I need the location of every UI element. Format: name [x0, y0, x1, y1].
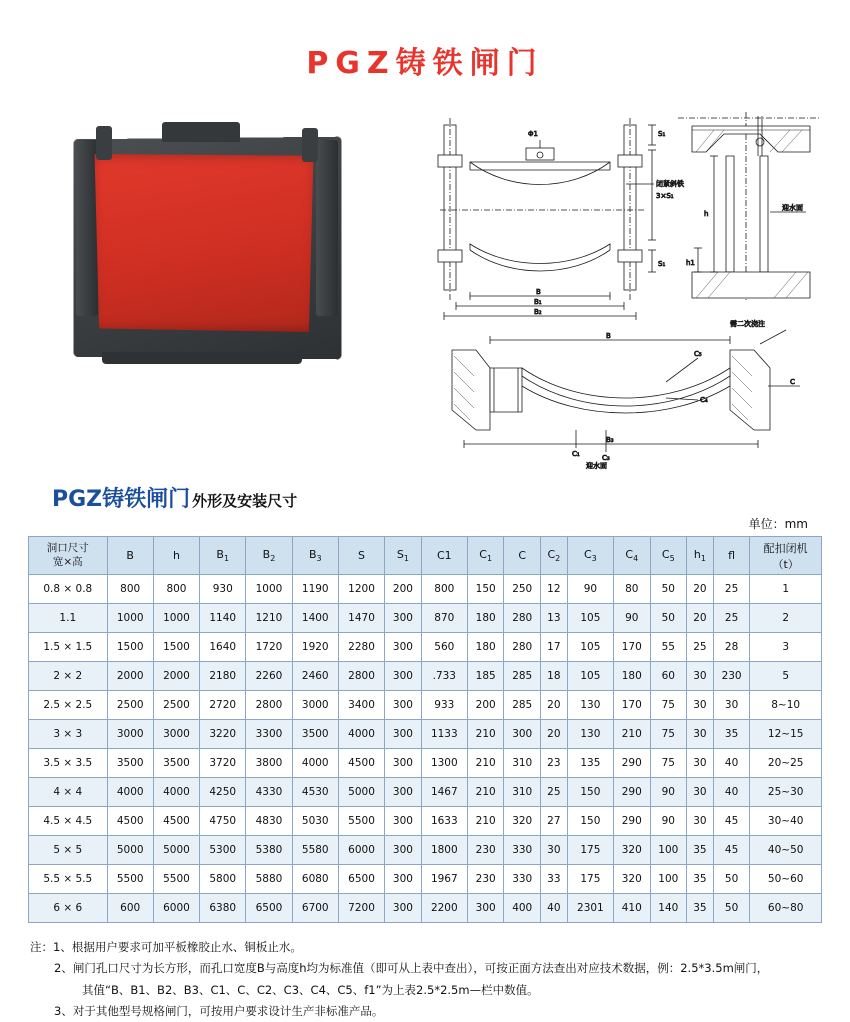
table-cell: 4250	[200, 778, 246, 807]
table-cell: 300	[385, 778, 422, 807]
gate-lug-right	[302, 128, 318, 162]
table-cell: 6000	[153, 894, 199, 923]
table-cell: 30	[713, 691, 750, 720]
col-header-opening-size: 洞口尺寸 宽×高	[29, 537, 108, 575]
table-cell: 400	[504, 894, 541, 923]
table-row	[29, 604, 822, 633]
table-cell: 285	[504, 662, 541, 691]
table-cell: 28	[713, 633, 750, 662]
table-cell: 200	[385, 575, 422, 604]
table-cell: 40~50	[750, 836, 822, 865]
label-c3-plan: C₃	[602, 454, 610, 462]
table-cell: 4530	[292, 778, 338, 807]
col-header-C: C	[504, 537, 541, 575]
engineering-drawings	[430, 100, 830, 470]
table-cell: 5500	[153, 865, 199, 894]
table-cell: 1633	[421, 807, 467, 836]
cell-opening-size: 4 × 4	[29, 778, 108, 807]
table-cell: 2500	[107, 691, 153, 720]
col-header-B1: $B_1$	[200, 537, 246, 575]
table-cell: 170	[614, 633, 651, 662]
col-header-C4: $C_4$	[614, 537, 651, 575]
table-cell: 100	[650, 865, 687, 894]
label-s1-top: S₁	[658, 130, 666, 138]
note-line-1: 注：1、根据用户要求可加平板橡胶止水、铜板止水。	[30, 940, 302, 954]
table-cell: 60~80	[750, 894, 822, 923]
table-row	[29, 691, 822, 720]
table-cell: 1470	[338, 604, 384, 633]
unit-label: 单位：mm	[748, 517, 808, 531]
illustration-area	[0, 88, 850, 478]
table-cell: 20	[687, 604, 714, 633]
table-cell: 300	[385, 662, 422, 691]
table-cell: 300	[504, 720, 541, 749]
label-c1-plan: C₁	[572, 450, 580, 458]
table-cell: 6500	[338, 865, 384, 894]
table-cell: 33	[540, 865, 567, 894]
table-cell: 50	[650, 575, 687, 604]
table-cell: 300	[385, 720, 422, 749]
table-cell: 4330	[246, 778, 292, 807]
table-cell: 30	[687, 807, 714, 836]
label-h1: h1	[686, 259, 695, 267]
spec-table-body	[29, 575, 822, 923]
table-cell: 1000	[107, 604, 153, 633]
table-cell: 75	[650, 691, 687, 720]
table-cell: 300	[385, 749, 422, 778]
label-b1: B₁	[534, 298, 542, 306]
col-header-h: h	[153, 537, 199, 575]
table-cell: 13	[540, 604, 567, 633]
table-cell: 4830	[246, 807, 292, 836]
table-cell: 30	[687, 778, 714, 807]
table-row	[29, 865, 822, 894]
table-cell: 3800	[246, 749, 292, 778]
table-cell: 800	[153, 575, 199, 604]
label-3s1: 3×S₁	[656, 192, 674, 200]
table-cell: 3500	[107, 749, 153, 778]
table-cell: 3000	[107, 720, 153, 749]
label-c4-plan: C₄	[700, 396, 708, 404]
table-cell: 180	[467, 633, 504, 662]
col-header-B3: $B_3$	[292, 537, 338, 575]
table-cell: 105	[567, 604, 613, 633]
table-cell: 285	[504, 691, 541, 720]
table-cell: 2280	[338, 633, 384, 662]
table-cell: 23	[540, 749, 567, 778]
table-cell: 150	[567, 778, 613, 807]
table-cell: 210	[467, 720, 504, 749]
table-cell: 40	[713, 778, 750, 807]
table-cell: 4000	[107, 778, 153, 807]
col-header-C2: $C_2$	[540, 537, 567, 575]
table-cell: 870	[421, 604, 467, 633]
table-cell: 150	[467, 575, 504, 604]
table-cell: 2260	[246, 662, 292, 691]
table-cell: 1800	[421, 836, 467, 865]
spec-table	[28, 536, 822, 923]
table-cell: 300	[467, 894, 504, 923]
table-cell: 5000	[107, 836, 153, 865]
cell-opening-size: 0.8 × 0.8	[29, 575, 108, 604]
table-cell: 50~60	[750, 865, 822, 894]
col-header-fl: fl	[713, 537, 750, 575]
table-row	[29, 662, 822, 691]
col-header-S: S	[338, 537, 384, 575]
table-cell: 3720	[200, 749, 246, 778]
table-cell: 90	[650, 778, 687, 807]
table-cell: 210	[467, 749, 504, 778]
table-cell: 50	[713, 865, 750, 894]
table-cell: 2460	[292, 662, 338, 691]
gate-plate	[90, 154, 318, 332]
label-c2-plan: C	[790, 378, 795, 386]
table-cell: 3	[750, 633, 822, 662]
product-photo	[62, 118, 352, 378]
table-cell: 5000	[338, 778, 384, 807]
table-cell: 290	[614, 807, 651, 836]
table-row	[29, 778, 822, 807]
table-cell: 2	[750, 604, 822, 633]
table-cell: 1720	[246, 633, 292, 662]
table-cell: 90	[567, 575, 613, 604]
table-cell: 130	[567, 691, 613, 720]
table-cell: 1640	[200, 633, 246, 662]
table-cell: 1190	[292, 575, 338, 604]
table-cell: 6080	[292, 865, 338, 894]
table-cell: 300	[385, 633, 422, 662]
table-cell: 80	[614, 575, 651, 604]
table-cell: 210	[467, 807, 504, 836]
table-cell: 6380	[200, 894, 246, 923]
table-header-row	[29, 537, 822, 575]
table-cell: 170	[614, 691, 651, 720]
table-cell: 50	[713, 894, 750, 923]
section-heading-main: PGZ铸铁闸门	[52, 487, 191, 512]
table-cell: 6000	[338, 836, 384, 865]
table-cell: 933	[421, 691, 467, 720]
table-cell: 1967	[421, 865, 467, 894]
gate-hinge-right	[316, 140, 338, 316]
table-cell: 25~30	[750, 778, 822, 807]
table-cell: 210	[614, 720, 651, 749]
table-cell: 1200	[338, 575, 384, 604]
label-s1-bottom: S₁	[658, 260, 666, 268]
table-cell: 100	[650, 836, 687, 865]
table-cell: 3000	[292, 691, 338, 720]
table-cell: 1	[750, 575, 822, 604]
table-cell: 5800	[200, 865, 246, 894]
label-second-pour: 需二次浇注	[730, 320, 765, 328]
table-cell: 2720	[200, 691, 246, 720]
label-b-plan: B	[606, 332, 611, 340]
col-header-S1: $S_1$	[385, 537, 422, 575]
table-cell: 2800	[338, 662, 384, 691]
table-cell: 3500	[153, 749, 199, 778]
table-cell: 6500	[246, 894, 292, 923]
table-cell: 140	[650, 894, 687, 923]
table-cell: 4750	[200, 807, 246, 836]
table-cell: 7200	[338, 894, 384, 923]
table-cell: 180	[614, 662, 651, 691]
section-heading	[0, 478, 850, 513]
table-cell: 40	[540, 894, 567, 923]
cell-opening-size: 5.5 × 5.5	[29, 865, 108, 894]
col-header-C5: $C_5$	[650, 537, 687, 575]
cell-opening-size: 3 × 3	[29, 720, 108, 749]
table-cell: 150	[567, 807, 613, 836]
table-cell: 30	[687, 691, 714, 720]
table-cell: 5000	[153, 836, 199, 865]
table-cell: 1920	[292, 633, 338, 662]
table-cell: 320	[504, 807, 541, 836]
table-cell: 25	[713, 575, 750, 604]
table-cell: 45	[713, 836, 750, 865]
table-cell: 45	[713, 807, 750, 836]
table-cell: 25	[687, 633, 714, 662]
table-cell: 800	[107, 575, 153, 604]
table-cell: 5380	[246, 836, 292, 865]
table-cell: 280	[504, 633, 541, 662]
table-cell: 250	[504, 575, 541, 604]
table-cell: 6700	[292, 894, 338, 923]
table-cell: 3220	[200, 720, 246, 749]
col-header-B2: $B_2$	[246, 537, 292, 575]
table-cell: 410	[614, 894, 651, 923]
table-cell: 1133	[421, 720, 467, 749]
table-cell: 1400	[292, 604, 338, 633]
col-header-C3: $C_3$	[567, 537, 613, 575]
table-cell: 1000	[246, 575, 292, 604]
table-cell: 5580	[292, 836, 338, 865]
table-cell: 1500	[153, 633, 199, 662]
table-cell: 135	[567, 749, 613, 778]
gate-bottom-bar	[102, 352, 302, 364]
table-cell: 25	[540, 778, 567, 807]
table-cell: 200	[467, 691, 504, 720]
table-cell: 600	[107, 894, 153, 923]
table-cell: 12~15	[750, 720, 822, 749]
table-cell: 300	[385, 836, 422, 865]
col-header-hoist: 配扣闭机 （t）	[750, 537, 822, 575]
table-cell: 55	[650, 633, 687, 662]
label-h: h	[704, 210, 709, 218]
table-cell: 2500	[153, 691, 199, 720]
table-cell: 12	[540, 575, 567, 604]
table-cell: 290	[614, 749, 651, 778]
table-cell: 4500	[153, 807, 199, 836]
label-b: B	[536, 288, 541, 296]
label-water-face-bottom: 迎水面	[586, 462, 607, 470]
table-cell: 50	[650, 604, 687, 633]
table-cell: 5030	[292, 807, 338, 836]
label-water-face-right: 迎水面	[782, 204, 803, 212]
cell-opening-size: 2.5 × 2.5	[29, 691, 108, 720]
table-cell: 75	[650, 749, 687, 778]
table-row	[29, 749, 822, 778]
table-cell: 30	[687, 749, 714, 778]
table-cell: 2200	[421, 894, 467, 923]
table-cell: 35	[713, 720, 750, 749]
table-cell: 90	[614, 604, 651, 633]
table-cell: 35	[687, 894, 714, 923]
table-cell: 330	[504, 865, 541, 894]
table-cell: 20	[540, 720, 567, 749]
table-cell: 2301	[567, 894, 613, 923]
table-cell: 5880	[246, 865, 292, 894]
table-cell: 105	[567, 633, 613, 662]
table-cell: .733	[421, 662, 467, 691]
table-cell: 230	[467, 865, 504, 894]
label-c5-plan: C₅	[694, 350, 702, 358]
table-cell: 1140	[200, 604, 246, 633]
drawing-svg	[430, 100, 830, 470]
table-cell: 1210	[246, 604, 292, 633]
table-cell: 90	[650, 807, 687, 836]
table-cell: 30	[540, 836, 567, 865]
table-cell: 35	[687, 836, 714, 865]
table-cell: 210	[467, 778, 504, 807]
table-row	[29, 633, 822, 662]
table-cell: 175	[567, 865, 613, 894]
gate-lug-left	[96, 126, 112, 160]
spec-table-head	[29, 537, 822, 575]
table-cell: 300	[385, 865, 422, 894]
table-cell: 4500	[338, 749, 384, 778]
table-cell: 18	[540, 662, 567, 691]
table-cell: 180	[467, 604, 504, 633]
col-header-C1a: C1	[421, 537, 467, 575]
table-cell: 30~40	[750, 807, 822, 836]
table-row	[29, 836, 822, 865]
note-line-3: 其值“B、B1、B2、B3、C1、C、C2、C3、C4、C5、f1”为上表2.5*2.5m—栏中数值。	[82, 982, 539, 997]
table-cell: 3000	[153, 720, 199, 749]
table-cell: 20	[540, 691, 567, 720]
table-cell: 230	[467, 836, 504, 865]
table-cell: 30	[687, 662, 714, 691]
table-cell: 185	[467, 662, 504, 691]
table-row	[29, 720, 822, 749]
table-cell: 35	[687, 865, 714, 894]
table-cell: 2180	[200, 662, 246, 691]
table-cell: 280	[504, 604, 541, 633]
table-cell: 2000	[153, 662, 199, 691]
table-cell: 310	[504, 778, 541, 807]
col-header-B: B	[107, 537, 153, 575]
table-cell: 2800	[246, 691, 292, 720]
table-cell: 320	[614, 836, 651, 865]
table-cell: 3400	[338, 691, 384, 720]
table-cell: 4000	[153, 778, 199, 807]
label-wedge: 闭紧斜铁	[656, 180, 684, 188]
table-cell: 60	[650, 662, 687, 691]
table-cell: 300	[385, 691, 422, 720]
table-cell: 20~25	[750, 749, 822, 778]
table-cell: 5500	[107, 865, 153, 894]
table-cell: 4000	[292, 749, 338, 778]
table-cell: 5	[750, 662, 822, 691]
table-cell: 1000	[153, 604, 199, 633]
label-b3: B₃	[606, 436, 614, 444]
table-row	[29, 894, 822, 923]
table-cell: 30	[687, 720, 714, 749]
table-cell: 105	[567, 662, 613, 691]
table-cell: 930	[200, 575, 246, 604]
col-header-C1b: $C_1$	[467, 537, 504, 575]
table-cell: 310	[504, 749, 541, 778]
section-heading-sub: 外形及安装尺寸	[192, 492, 298, 510]
table-cell: 4000	[338, 720, 384, 749]
spec-table-wrap	[0, 536, 850, 923]
table-cell: 27	[540, 807, 567, 836]
col-header-h1: $h_1$	[687, 537, 714, 575]
table-cell: 5500	[338, 807, 384, 836]
cell-opening-size: 1.1	[29, 604, 108, 633]
table-cell: 560	[421, 633, 467, 662]
table-cell: 330	[504, 836, 541, 865]
table-cell: 230	[713, 662, 750, 691]
notes-block	[0, 923, 850, 1022]
table-cell: 320	[614, 865, 651, 894]
note-line-2: 2、闸门孔口尺寸为长方形，而孔口宽度B与高度h均为标准值（即可从上表中查出），可按正面方法查出对应技术数据，例：2.5*3.5m闸门，	[54, 961, 769, 976]
cell-opening-size: 2 × 2	[29, 662, 108, 691]
table-cell: 300	[385, 894, 422, 923]
table-cell: 300	[385, 604, 422, 633]
table-cell: 175	[567, 836, 613, 865]
cell-opening-size: 6 × 6	[29, 894, 108, 923]
table-cell: 3300	[246, 720, 292, 749]
label-phi1: Φ1	[528, 130, 538, 138]
gate-hinge-left	[76, 140, 98, 316]
table-cell: 2000	[107, 662, 153, 691]
cell-opening-size: 4.5 × 4.5	[29, 807, 108, 836]
label-b2: B₂	[534, 308, 542, 316]
note-line-4: 3、对于其他型号规格闸门，可按用户要求设计生产非标准产品。	[54, 1003, 384, 1018]
table-cell: 300	[385, 807, 422, 836]
table-cell: 1500	[107, 633, 153, 662]
table-cell: 75	[650, 720, 687, 749]
table-cell: 17	[540, 633, 567, 662]
table-row	[29, 575, 822, 604]
table-cell: 5300	[200, 836, 246, 865]
cell-opening-size: 3.5 × 3.5	[29, 749, 108, 778]
cell-opening-size: 1.5 × 1.5	[29, 633, 108, 662]
cell-opening-size: 5 × 5	[29, 836, 108, 865]
table-cell: 800	[421, 575, 467, 604]
page-title: PGZ铸铁闸门	[306, 46, 544, 81]
table-cell: 3500	[292, 720, 338, 749]
table-cell: 4500	[107, 807, 153, 836]
table-cell: 8~10	[750, 691, 822, 720]
table-cell: 20	[687, 575, 714, 604]
table-row	[29, 807, 822, 836]
table-cell: 25	[713, 604, 750, 633]
table-cell: 130	[567, 720, 613, 749]
table-cell: 1300	[421, 749, 467, 778]
table-cell: 40	[713, 749, 750, 778]
table-cell: 1467	[421, 778, 467, 807]
table-cell: 290	[614, 778, 651, 807]
gate-top-bracket	[162, 122, 240, 142]
